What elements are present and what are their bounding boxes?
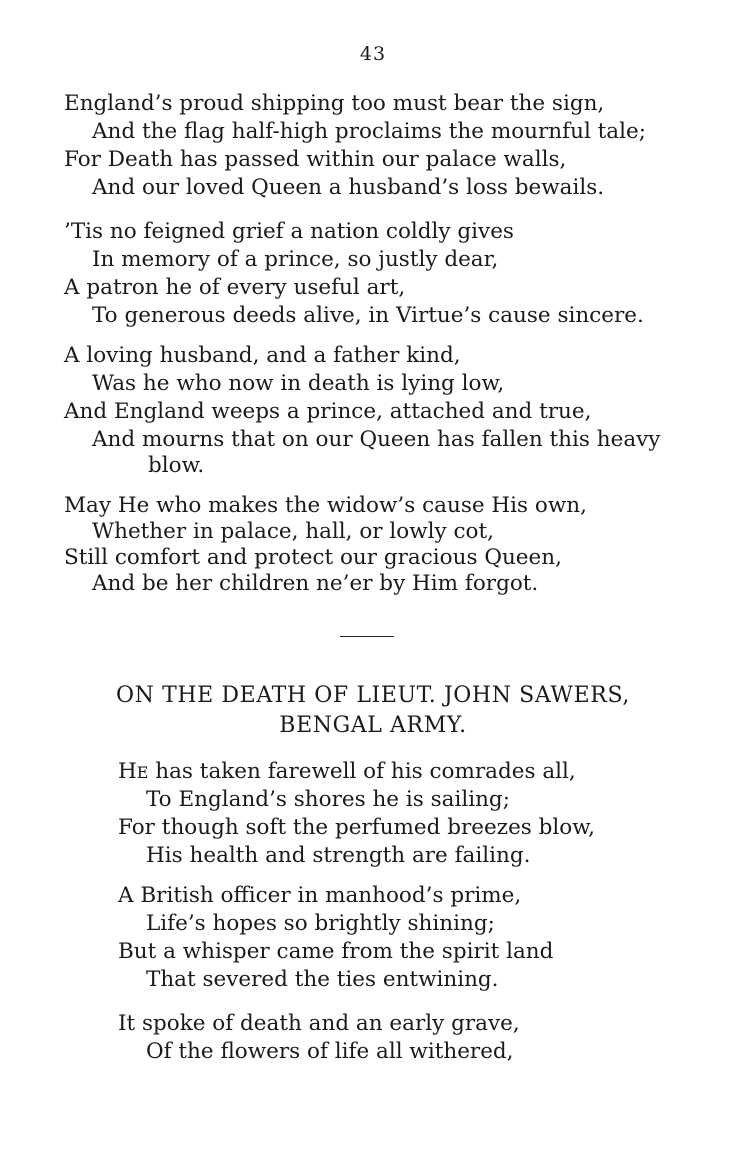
verse-text: has taken farewell of his comrades all, [148,759,576,784]
verse-line: For Death has passed within our palace walls, [64,147,567,172]
page-number: 43 [359,43,387,65]
verse-line: May He who makes the widow’s cause His own, [64,493,587,518]
verse-line: Of the flowers of life all withered, [146,1039,514,1064]
verse-line: To England’s shores he is sailing; [146,787,510,812]
verse-line: And be her children ne’er by Him forgot. [92,571,539,596]
poem-title: ON THE DEATH OF LIEUT. JOHN SAWERS, [116,683,630,708]
verse-line: To generous deeds alive, in Virtue’s cause sincere. [92,303,644,328]
poem-subtitle: BENGAL ARMY. [279,713,467,738]
verse-line: And England weeps a prince, attached and true, [64,399,592,424]
verse-line: England’s proud shipping too must bear the sign, [64,91,605,116]
verse-line [118,758,576,787]
verse-line: His health and strength are failing. [146,843,531,868]
verse-line: A loving husband, and a father kind, [64,343,461,368]
drop-initial: H [118,759,137,784]
verse-line: Life’s hopes so brightly shining; [146,911,495,936]
verse-line: blow. [148,453,205,478]
section-divider [340,636,394,637]
verse-line: And the flag half-high proclaims the mournful tale; [92,119,646,144]
verse-line: A patron he of every useful art, [64,275,406,300]
verse-line: That severed the ties entwining. [146,967,499,992]
verse-line: It spoke of death and an early grave, [118,1011,520,1036]
verse-line: And mourns that on our Queen has fallen this heavy [92,427,661,452]
verse-line: A British officer in manhood’s prime, [118,883,522,908]
verse-line: Whether in palace, hall, or lowly cot, [92,519,494,544]
small-caps: E [136,763,149,782]
verse-line: Still comfort and protect our gracious Queen, [64,545,562,570]
verse-line: ’Tis no feigned grief a nation coldly gives [64,219,514,244]
verse-line: And our loved Queen a husband’s loss bewails. [92,175,605,200]
verse-line: But a whisper came from the spirit land [118,939,554,964]
verse-line: In memory of a prince, so justly dear, [92,247,499,272]
verse-line: For though soft the perfumed breezes blow, [118,815,595,840]
verse-line: Was he who now in death is lying low, [92,371,505,396]
